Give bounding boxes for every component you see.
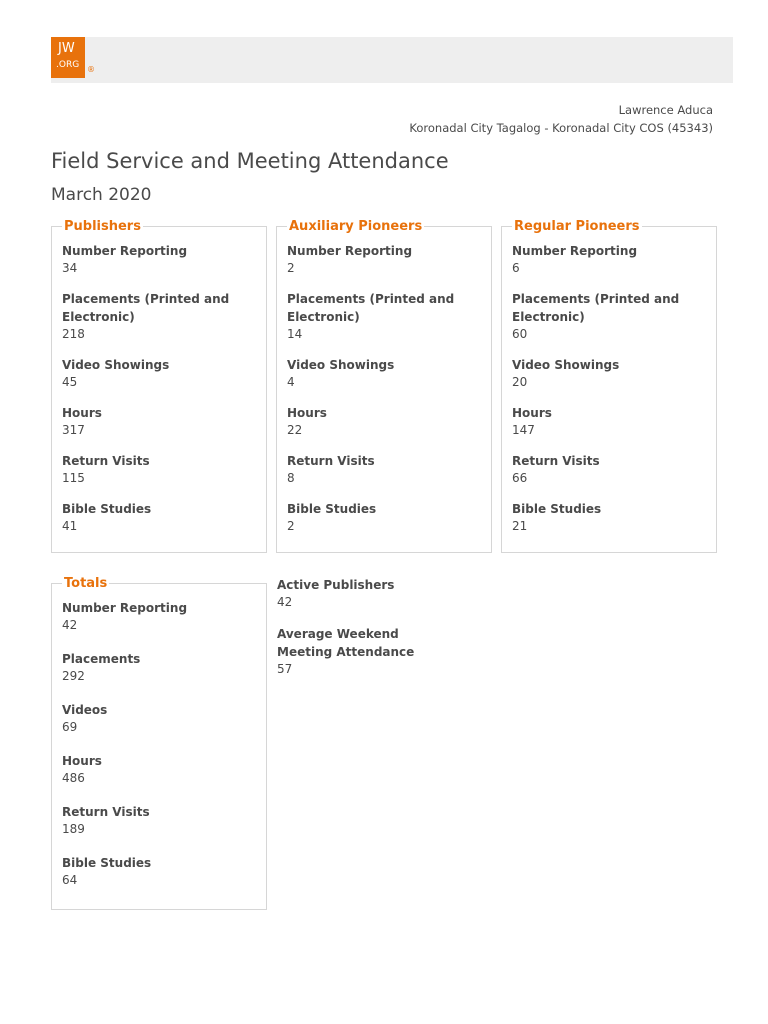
field-videos xyxy=(62,701,256,736)
field-label: Bible Studies xyxy=(287,502,377,516)
field-label: Video Showings xyxy=(62,358,170,372)
field-number-reporting xyxy=(62,242,256,277)
field-label: Placements (Printed and Electronic) xyxy=(512,292,680,324)
field-label: Videos xyxy=(62,703,108,717)
section-title: Totals xyxy=(64,576,108,591)
field-bible-studies xyxy=(512,500,706,535)
field-value: 4 xyxy=(287,375,295,389)
field-value: 2 xyxy=(287,261,295,275)
field-value: 14 xyxy=(287,327,303,341)
field-label: Hours xyxy=(512,406,552,420)
field-return-visits xyxy=(62,803,256,838)
page-title: Field Service and Meeting Attendance xyxy=(51,149,449,173)
field-number-reporting xyxy=(512,242,706,277)
auxiliary-pioneers-fields xyxy=(287,242,481,535)
field-label: Placements xyxy=(62,652,141,666)
field-label: Placements (Printed and Electronic) xyxy=(287,292,455,324)
user-info xyxy=(409,101,713,137)
field-value: 189 xyxy=(62,822,85,836)
field-value: 2 xyxy=(287,519,295,533)
field-video-showings xyxy=(62,356,256,391)
section-title: Publishers xyxy=(64,219,141,234)
attendance-summary xyxy=(277,576,477,678)
field-placements xyxy=(287,290,481,343)
header-bar xyxy=(51,37,733,83)
regular-pioneers-section xyxy=(501,219,717,553)
field-placements xyxy=(62,290,256,343)
field-value: 60 xyxy=(512,327,528,341)
field-video-showings xyxy=(512,356,706,391)
section-title: Auxiliary Pioneers xyxy=(289,219,423,234)
field-label: Bible Studies xyxy=(62,856,152,870)
field-active-publishers xyxy=(277,576,477,611)
field-hours xyxy=(287,404,481,439)
field-value: 21 xyxy=(512,519,528,533)
field-label: Number Reporting xyxy=(62,601,188,615)
field-value: 147 xyxy=(512,423,535,437)
field-value: 218 xyxy=(62,327,85,341)
field-value: 66 xyxy=(512,471,528,485)
field-label: Video Showings xyxy=(287,358,395,372)
field-hours xyxy=(512,404,706,439)
field-value: 317 xyxy=(62,423,85,437)
report-period: March 2020 xyxy=(51,185,152,205)
field-number-reporting xyxy=(287,242,481,277)
field-return-visits xyxy=(512,452,706,487)
jw-org-logo[interactable] xyxy=(51,37,85,78)
field-value: 45 xyxy=(62,375,78,389)
field-label: Number Reporting xyxy=(287,244,413,258)
section-title: Regular Pioneers xyxy=(514,219,640,234)
field-value: 292 xyxy=(62,669,85,683)
field-label: Return Visits xyxy=(62,454,150,468)
field-value: 41 xyxy=(62,519,78,533)
field-value: 20 xyxy=(512,375,528,389)
field-bible-studies xyxy=(62,854,256,889)
totals-section xyxy=(51,576,267,910)
field-label: Hours xyxy=(287,406,327,420)
regular-pioneers-fields xyxy=(512,242,706,535)
logo-text-org: .ORG xyxy=(56,60,80,70)
field-label: Return Visits xyxy=(512,454,600,468)
field-placements xyxy=(62,650,256,685)
user-name: Lawrence Aduca xyxy=(618,103,713,117)
field-return-visits xyxy=(62,452,256,487)
field-value: 6 xyxy=(512,261,520,275)
field-label: Video Showings xyxy=(512,358,620,372)
congregation-name: Koronadal City Tagalog - Koronadal City COS (45343) xyxy=(409,121,713,135)
field-return-visits xyxy=(287,452,481,487)
logo-text-jw: JW xyxy=(58,41,75,56)
field-value: 115 xyxy=(62,471,85,485)
field-label: Return Visits xyxy=(287,454,375,468)
field-bible-studies xyxy=(62,500,256,535)
field-label: Active Publishers xyxy=(277,578,395,592)
field-label: Number Reporting xyxy=(512,244,638,258)
field-label: Bible Studies xyxy=(62,502,152,516)
field-hours xyxy=(62,404,256,439)
field-label: Hours xyxy=(62,754,102,768)
field-value: 64 xyxy=(62,873,78,887)
field-number-reporting xyxy=(62,599,256,634)
field-label: Hours xyxy=(62,406,102,420)
registered-mark: ® xyxy=(87,65,95,74)
publishers-section xyxy=(51,219,267,553)
field-value: 486 xyxy=(62,771,85,785)
field-value: 69 xyxy=(62,720,78,734)
field-value: 34 xyxy=(62,261,78,275)
field-value: 8 xyxy=(287,471,295,485)
publishers-fields xyxy=(62,242,256,535)
field-value: 42 xyxy=(277,595,293,609)
field-video-showings xyxy=(287,356,481,391)
field-label: Return Visits xyxy=(62,805,150,819)
auxiliary-pioneers-section xyxy=(276,219,492,553)
field-value: 57 xyxy=(277,662,293,676)
field-bible-studies xyxy=(287,500,481,535)
totals-fields xyxy=(62,599,256,889)
field-value: 42 xyxy=(62,618,78,632)
field-hours xyxy=(62,752,256,787)
field-label: Bible Studies xyxy=(512,502,602,516)
field-average-weekend-attendance xyxy=(277,625,457,678)
field-label: Placements (Printed and Electronic) xyxy=(62,292,230,324)
field-value: 22 xyxy=(287,423,303,437)
field-label: Average Weekend Meeting Attendance xyxy=(277,627,415,659)
field-label: Number Reporting xyxy=(62,244,188,258)
field-placements xyxy=(512,290,706,343)
